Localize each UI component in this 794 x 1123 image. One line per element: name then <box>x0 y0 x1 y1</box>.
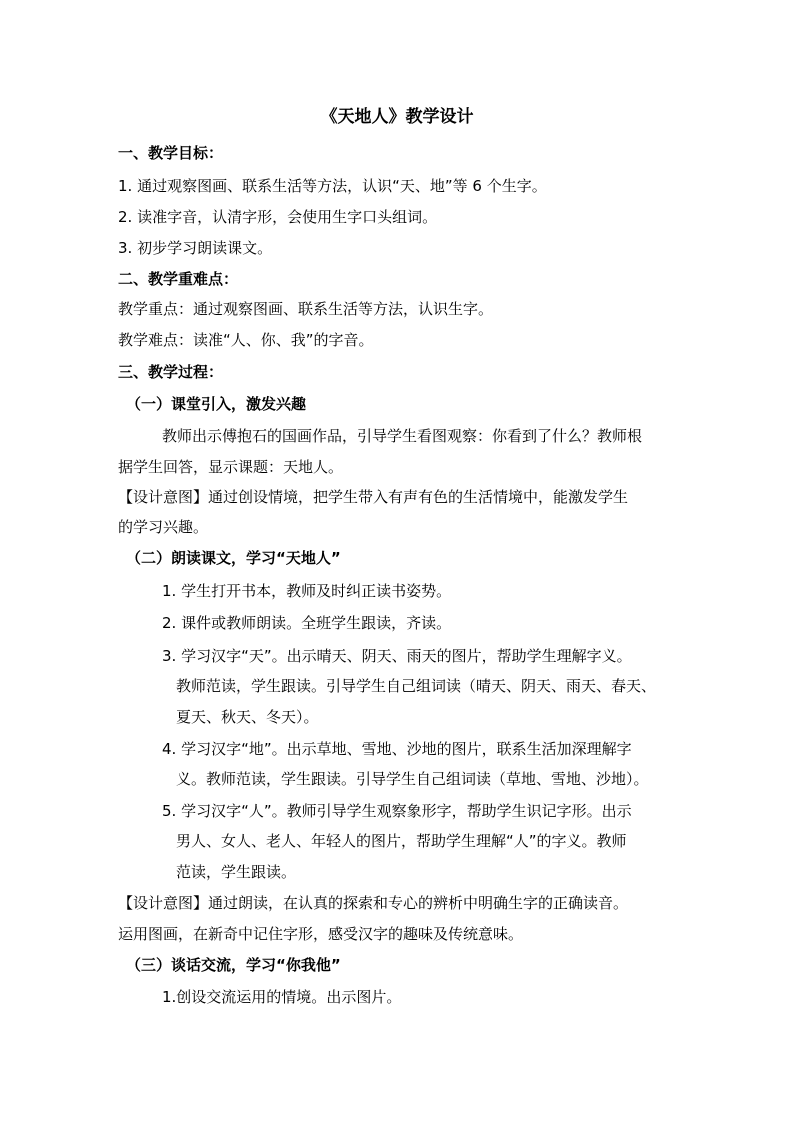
step-item-continued: 教师范读，学生跟读。引导学生自己组词读（晴天、阴天、雨天、春天、 <box>176 677 657 695</box>
section-heading-objectives: 一、教学目标： <box>118 144 224 162</box>
paragraph-line: 据学生回答，显示课题：天地人。 <box>118 458 344 476</box>
step-item: 1.创设交流运用的情境。出示图片。 <box>162 988 402 1006</box>
objective-item: 2. 读准字音，认清字形，会使用生字口头组词。 <box>118 208 438 226</box>
subsection-heading: （三）谈话交流，学习“你我他” <box>126 956 341 974</box>
section-heading-key-points: 二、教学重难点： <box>118 270 239 288</box>
subsection-heading: （二）朗读课文，学习“天地人” <box>126 549 341 567</box>
step-item-continued: 夏天、秋天、冬天）。 <box>176 708 319 726</box>
difficult-point-text: 教学难点：读准“人、你、我”的字音。 <box>118 331 374 349</box>
design-intent-line: 【设计意图】通过创设情境，把学生带入有声有色的生活情境中，能激发学生 <box>118 488 629 506</box>
design-intent-line: 【设计意图】通过朗读，在认真的探索和专心的辨析中明确生字的正确读音。 <box>118 894 629 912</box>
step-item: 3. 学习汉字“天”。出示晴天、阴天、雨天的图片，帮助学生理解字义。 <box>162 647 632 665</box>
objective-item: 1. 通过观察图画、联系生活等方法，认识“天、地”等 6 个生字。 <box>118 177 547 195</box>
step-item: 5. 学习汉字“人”。教师引导学生观察象形字，帮助学生识记字形。出示 <box>162 802 632 820</box>
design-intent-line: 运用图画，在新奇中记住字形，感受汉字的趣味及传统意味。 <box>118 925 524 943</box>
step-item: 4. 学习汉字“地”。出示草地、雪地、沙地的图片，联系生活加深理解字 <box>162 740 632 758</box>
subsection-heading: （一）课堂引入，激发兴趣 <box>126 395 307 413</box>
step-item-continued: 范读，学生跟读。 <box>176 863 297 881</box>
paragraph-line: 教师出示傅抱石的国画作品，引导学生看图观察：你看到了什么？教师根 <box>162 427 643 445</box>
section-heading-process: 三、教学过程： <box>118 363 224 381</box>
document-title: 《天地人》教学设计 <box>320 107 474 127</box>
key-point-text: 教学重点：通过观察图画、联系生活等方法，认识生字。 <box>118 300 494 318</box>
objective-item: 3. 初步学习朗读课文。 <box>118 239 273 257</box>
design-intent-line: 的学习兴趣。 <box>118 518 209 536</box>
step-item: 1. 学生打开书本，教师及时纠正读书姿势。 <box>162 582 452 600</box>
step-item-continued: 男人、女人、老人、年轻人的图片，帮助学生理解“人”的字义。教师 <box>176 832 627 850</box>
step-item-continued: 义。教师范读，学生跟读。引导学生自己组词读（草地、雪地、沙地）。 <box>176 770 649 788</box>
step-item: 2. 课件或教师朗读。全班学生跟读，齐读。 <box>162 614 452 632</box>
